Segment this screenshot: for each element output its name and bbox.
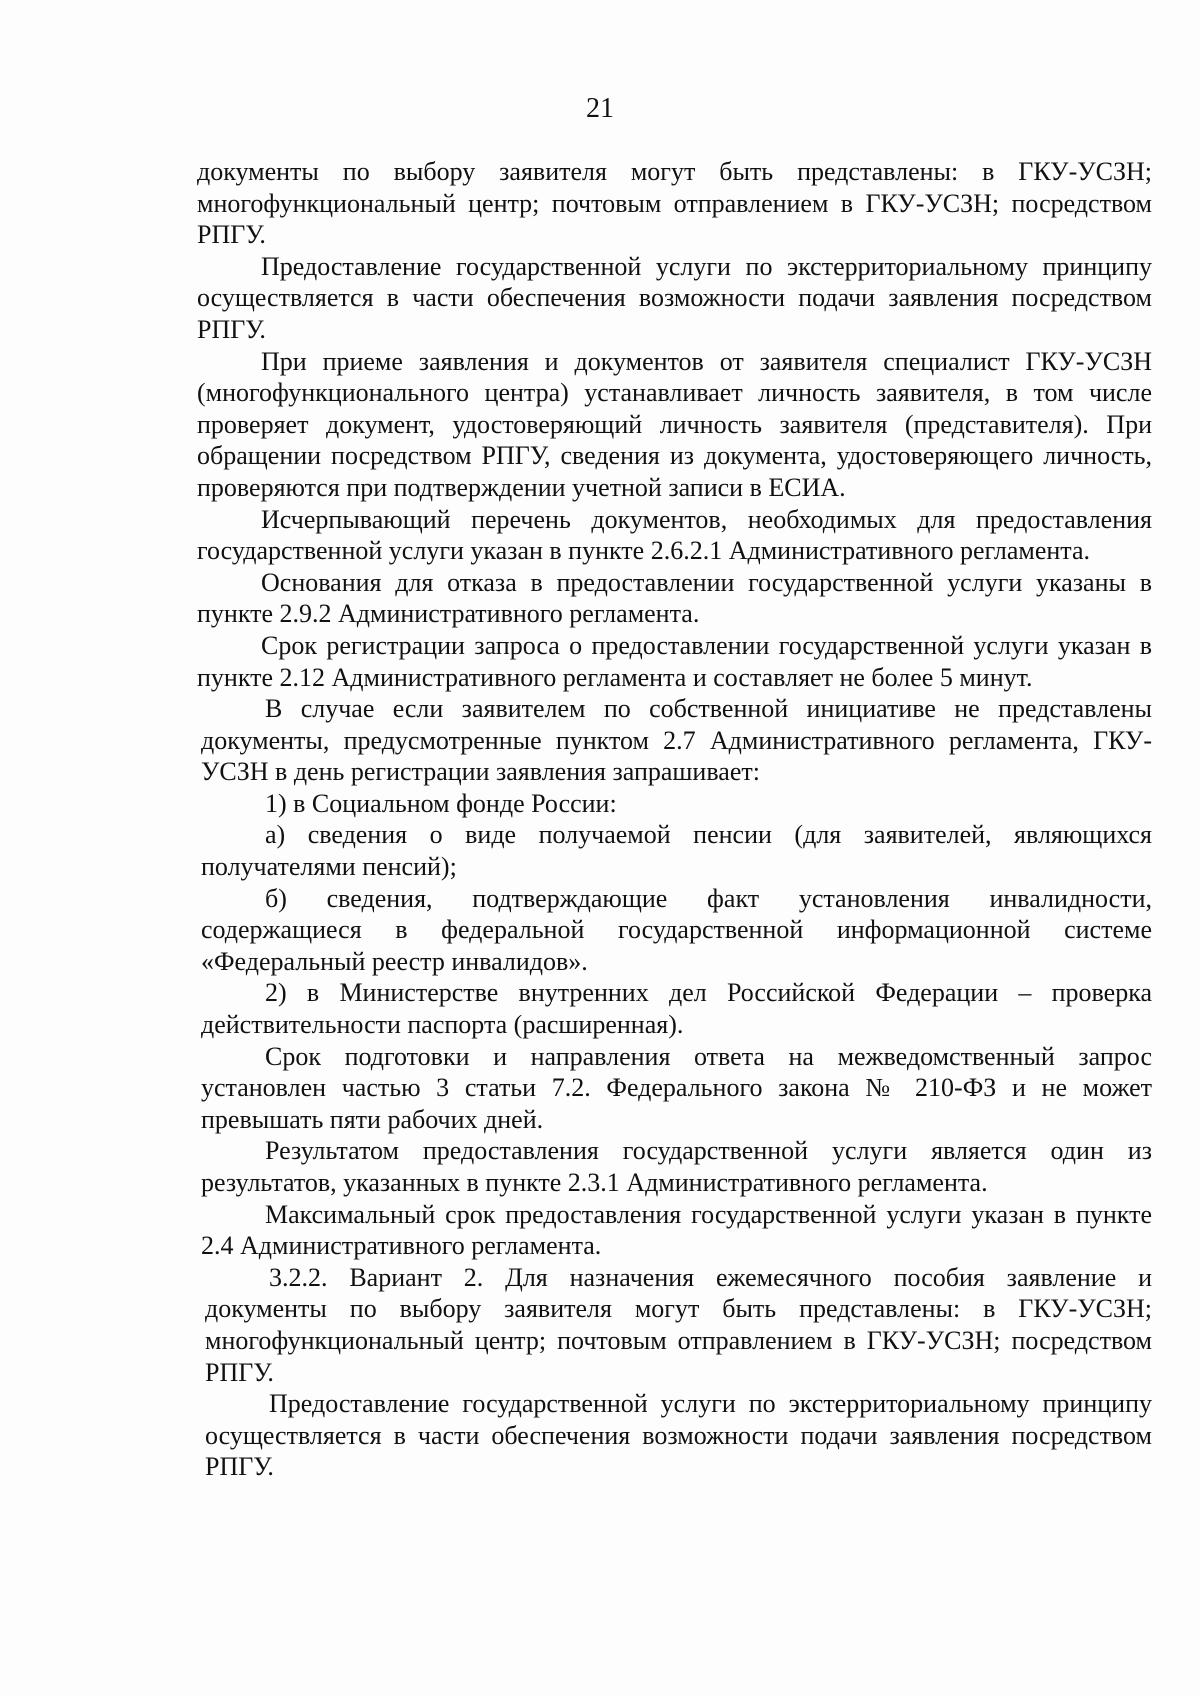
list-item-interior-ministry: 2) в Министерстве внутренних дел Российской Федерации – проверка действительности паспорта (расширенная). [201,978,1152,1040]
list-item-pension-info: а) сведения о виде получаемой пенсии (для заявителей, являющихся получателями пенсий); [201,820,1152,882]
paragraph-extraterritorial-variant-2: Предоставление государственной услуги по экстерриториальному принципу осуществляется в части обеспечения возможности подачи заявления посредством РПГУ. [205,1389,1152,1482]
paragraph-response-term: Срок подготовки и направления ответа на межведомственный запрос установлен частью 3 статьи 7.2. Федерального закона № 210-ФЗ и не может превышать пяти рабочих дней. [201,1041,1152,1134]
list-item-social-fund: 1) в Социальном фонде России: [265,788,617,818]
paragraph-documents-list: Исчерпывающий перечень документов, необходимых для предоставления государственной услуги указан в пункте 2.6.2.1 Административного регламента. [197,504,1152,566]
paragraph-max-term: Максимальный срок предоставления государственной услуги указан в пункте 2.4 Административного регламента. [201,1199,1152,1261]
paragraph-refusal-grounds: Основания для отказа в предоставлении государственной услуги указаны в пункте 2.9.2 Административного регламента. [197,567,1152,629]
list-item-disability-info: б) сведения, подтверждающие факт установления инвалидности, содержащиеся в федеральной государственной информационной системе «Федеральный реестр инвалидов». [201,883,1152,976]
paragraph-identity-check: При приеме заявления и документов от заявителя специалист ГКУ-УСЗН (многофункционального центра) устанавливает личность заявителя, в том числе проверяет документ, удостоверяющий личность заявителя (представителя). При обращении посредством РПГУ, сведения из документа, удостоверяющего личность, проверяются при подтверждении учетной записи в ЕСИА. [197,346,1152,502]
page-number: 21 [586,93,614,124]
paragraph-interagency-request: В случае если заявителем по собственной инициативе не представлены документы, предусмотренные пунктом 2.7 Административного регламента, ГКУ-УСЗН в день регистрации заявления запрашивает: [201,694,1152,787]
paragraph-continuation: документы по выбору заявителя могут быть представлены: в ГКУ-УСЗН; многофункциональный центр; почтовым отправлением в ГКУ-УСЗН; посредством РПГУ. [197,157,1152,250]
section-heading-variant-2: 3.2.2. Вариант 2. Для назначения ежемесячного пособия заявление и документы по выбору заявителя могут быть представлены: в ГКУ-УСЗН; многофункциональный центр; почтовым отправлением в ГКУ-УСЗН; посредством РПГУ. [205,1262,1152,1387]
paragraph-registration-term: Срок регистрации запроса о предоставлении государственной услуги указан в пункте 2.12 Административного регламента и составляет не более 5 минут. [197,630,1152,692]
paragraph-result: Результатом предоставления государственной услуги является один из результатов, указанных в пункте 2.3.1 Административного регламента. [201,1136,1152,1197]
document-body [197,156,1152,1483]
paragraph-extraterritorial: Предоставление государственной услуги по экстерриториальному принципу осуществляется в части обеспечения возможности подачи заявления посредством РПГУ. [197,251,1152,344]
